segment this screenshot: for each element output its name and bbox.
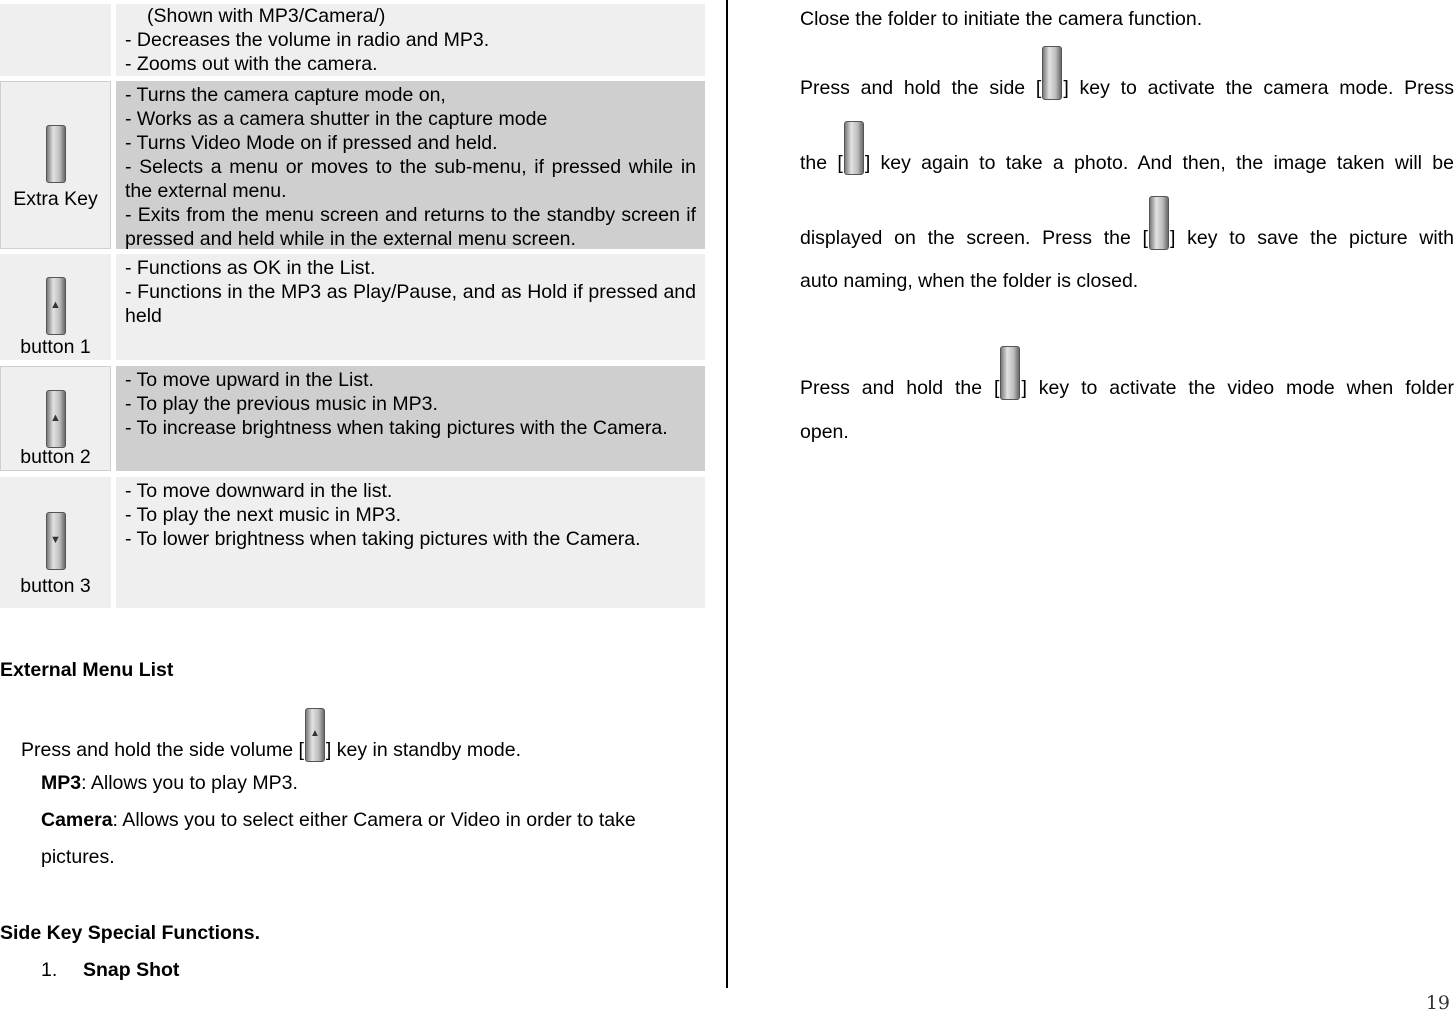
description-line: - Decreases the volume in radio and MP3. [125,29,490,51]
description-line: - To increase brightness when taking pictures with the Camera. [125,417,668,439]
description-line: (Shown with MP3/Camera/) [147,5,386,27]
external-menu-heading: External Menu List [0,659,174,681]
description-line: - Turns the camera capture mode on, [125,84,446,106]
description-line: - Works as a camera shutter in the capture mode [125,108,548,130]
side-key-heading: Side Key Special Functions. [0,922,261,944]
description-cell [116,4,705,76]
down-key-icon: ▼ [46,512,66,570]
description-line: - Zooms out with the camera. [125,53,378,75]
description-line: - Turns Video Mode on if pressed and held. [125,132,498,154]
text-line: auto naming, when the folder is closed. [800,270,1139,292]
description-cell [116,366,705,471]
text-line: Press and hold the [ ] key to activate the video mode when folder [800,340,1454,415]
description-cell [116,477,705,608]
description-line: - To play the previous music in MP3. [125,393,438,415]
text-line: Press and hold the side [ ] key to activate the camera mode. Press [800,40,1454,115]
text-line: displayed on the screen. Press the [ ] key to save the picture with [800,190,1454,265]
camera-key-icon [844,121,864,175]
camera-key-icon [1042,46,1062,100]
volume-up-key-icon: ▲ [305,708,325,762]
table-row [0,4,706,76]
video-mode-paragraph [800,340,1454,415]
camera-key-icon [1000,346,1020,400]
text-line: the [ ] key again to take a photo. And then, the image taken will be [800,115,1454,190]
left-column [0,0,706,1012]
up-key-icon: ▲ [46,390,66,448]
table-row [0,254,706,360]
table-row [0,477,706,608]
description-line: - Functions as OK in the List. [125,257,376,279]
camera-key-icon [1149,196,1169,250]
table-row [0,81,706,249]
table-row [0,366,706,471]
description-line: - To lower brightness when taking pictures with the Camera. [125,528,641,550]
key-label: Extra Key [13,188,98,210]
camera-close-folder-text: Close the folder to initiate the camera function. [800,8,1203,30]
column-divider [726,0,728,988]
description-line: - To play the next music in MP3. [125,504,402,526]
snap-shot-item: 1. Snap Shot [41,959,180,981]
key-cell [0,81,111,249]
external-menu-intro: Press and hold the side volume [ ▲ ] key in standby mode. [21,708,521,788]
description-line: - Functions in the MP3 as Play/Pause, and as Hold if pressed and held [125,281,696,327]
camera-menu-item: Camera: Allows you to select either Camera or Video in order to take [41,809,636,831]
right-column [800,0,1454,1012]
description-cell [116,81,705,249]
camera-menu-item-cont: pictures. [41,846,115,868]
play-key-icon: ▲ [46,277,66,335]
camera-key-icon [46,125,66,183]
text-line: open. [800,421,849,443]
key-cell [0,366,111,471]
key-cell [0,254,111,360]
camera-mode-paragraph [800,40,1454,265]
description-line: - Selects a menu or moves to the sub-menu, if pressed while in the external menu. [125,156,696,202]
description-line: - To move downward in the list. [125,480,393,502]
key-label: button 3 [20,575,91,597]
mp3-menu-item: MP3: Allows you to play MP3. [41,772,298,794]
key-label: button 2 [20,446,91,468]
description-line: - To move upward in the List. [125,369,374,391]
key-label: button 1 [20,336,91,358]
description-cell [116,254,705,360]
key-cell [0,4,111,76]
key-cell [0,477,111,608]
description-line: - Exits from the menu screen and returns to the standby screen if pressed and held while in the external menu screen. [125,204,696,250]
page-number: 19 [1425,992,1450,1014]
